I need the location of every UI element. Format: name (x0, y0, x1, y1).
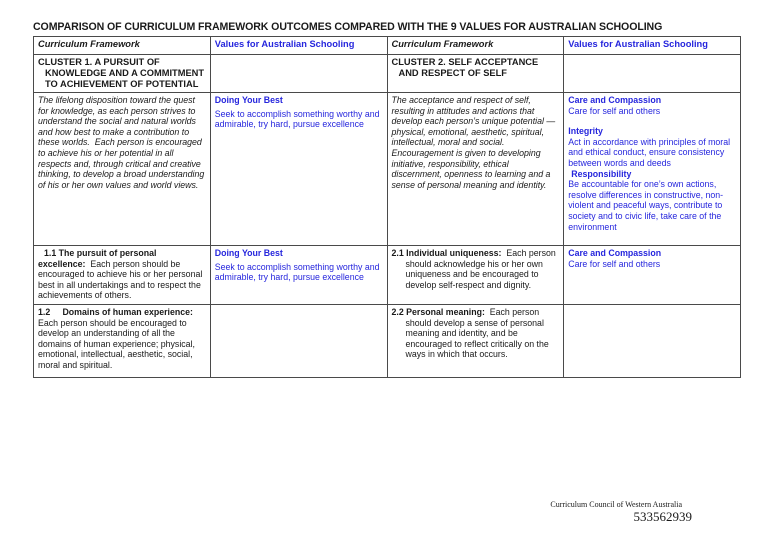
value-name: Doing Your Best (214, 248, 283, 258)
empty-cell (564, 55, 741, 93)
column-header-curriculum-framework-2: Curriculum Framework (391, 39, 494, 49)
header-cell-values-2 (564, 37, 741, 55)
cluster-2-overview-cell (387, 93, 564, 246)
outcome-1-1-lead: 1.1 The pursuit of personal excellence: (38, 248, 159, 269)
column-header-values-2: Values for Australian Schooling (568, 39, 708, 49)
value-block-care-and-compassion (568, 95, 736, 116)
outcome-1-1-values-cell (210, 246, 387, 305)
outcome-1-1-text (38, 248, 206, 301)
cluster-1-values-cell (210, 93, 387, 246)
value-name: Care and Compassion (568, 95, 662, 105)
outcome-2-1-text (392, 248, 560, 290)
header-cell-curriculum-framework-1 (34, 37, 211, 55)
value-block-care-and-compassion (568, 248, 736, 269)
outcome-1-2-lead: 1.2 Domains of human experience: (38, 307, 193, 317)
value-block-integrity (568, 126, 736, 168)
empty-cell (564, 305, 741, 378)
outcome-2-1-values-cell (564, 246, 741, 305)
outcome-1-2-body: Each person should be encouraged to develop an understanding of all the domains of human experience; physical, emotional, intellectual, aesthetic, social, moral and spiritual. (38, 307, 198, 370)
value-description: Seek to accomplish something worthy and admirable, try hard, pursue excellence (214, 261, 382, 283)
footer-organisation: Curriculum Council of Western Australia (550, 500, 682, 509)
cluster-1-overview-cell (34, 93, 211, 246)
value-name: Integrity (568, 126, 603, 137)
value-name: Care and Compassion (568, 248, 662, 258)
value-description: Be accountable for one’s own actions, resolve differences in constructive, non-violent and peaceful ways, contribute to society and to civic life, take care of the environment (568, 179, 725, 232)
table-header-row (34, 37, 741, 55)
header-cell-values-1 (210, 37, 387, 55)
outcome-2-2-lead: 2.2 Personal meaning: (391, 307, 485, 317)
cluster-2-heading: CLUSTER 2. SELF ACCEPTANCE AND RESPECT OF SELF (391, 57, 541, 78)
outcome-1-2-cell (34, 305, 211, 378)
value-name: Doing Your Best (214, 95, 283, 105)
empty-cell (210, 55, 387, 93)
cluster-1-cell (34, 55, 211, 93)
outcome-2-2-body: Each person should develop a sense of personal meaning and identity, and be encouraged to reflect critically on the ways in which that occurs. (405, 307, 552, 360)
cluster-overview-row (34, 93, 741, 246)
empty-cell (210, 305, 387, 378)
outcome-2-1-cell (387, 246, 564, 305)
outcome-2-1-lead: 2.1 Individual uniqueness: (391, 248, 502, 258)
outcome-2-2-text (392, 307, 560, 360)
outcome-row-1 (34, 246, 741, 305)
outcome-1-1-cell (34, 246, 211, 305)
outcome-1-1-body: Each person should be encouraged to achieve his or her personal best in all undertakings and to respect the achievements of others. (38, 258, 205, 301)
column-header-values-1: Values for Australian Schooling (214, 39, 355, 49)
value-description: Seek to accomplish something worthy and admirable, try hard, pursue excellence (214, 108, 382, 130)
cluster-2-cell (387, 55, 564, 93)
value-block-doing-your-best (215, 95, 383, 130)
outcome-2-2-cell (387, 305, 564, 378)
outcome-row-2 (34, 305, 741, 378)
value-description: Care for self and others (568, 105, 661, 116)
footer-document-number: 533562939 (633, 509, 692, 524)
cluster-1-heading: CLUSTER 1. A PURSUIT OF KNOWLEDGE AND A COMMITMENT TO ACHIEVEMENT OF POTENTIAL (38, 57, 207, 89)
cluster-heading-row (34, 55, 741, 93)
value-name: Responsibility (571, 168, 632, 179)
comparison-table (33, 36, 741, 378)
outcome-2-1-body: Each person should acknowledge his or her own uniqueness and be encouraged to develop self-respect and dignity. (405, 248, 559, 290)
cluster-1-overview-text: The lifelong disposition toward the quest for knowledge, as each person strives to understand the social and natural worlds and how best to make a contribution to these worlds. Each person is encouraged to achieve his or her potential in all respects and, through critical and creative thinking, to develop a broad understanding of his or her own values and world views. (38, 95, 207, 190)
document-title: COMPARISON OF CURRICULUM FRAMEWORK OUTCOMES COMPARED WITH THE 9 VALUES FOR AUSTRALIAN SCHOOLING (33, 21, 663, 33)
header-cell-curriculum-framework-2 (387, 37, 564, 55)
column-header-curriculum-framework-1: Curriculum Framework (38, 39, 140, 49)
value-block-responsibility (568, 169, 736, 233)
cluster-2-overview-text: The acceptance and respect of self, resulting in attitudes and actions that develop each person’s unique potential — physical, emotional, aesthetic, spiritual, intellectual, moral and social. Encouragement is given to developing initiative, responsibility, ethical discernment, openness to learning and a sense of personal meaning and identity. (391, 95, 558, 190)
value-description: Care for self and others (568, 258, 661, 269)
value-block-doing-your-best (215, 248, 383, 283)
value-description: Act in accordance with principles of moral and ethical conduct, ensure consistency between words and deeds (568, 136, 733, 168)
cluster-2-values-cell (564, 93, 741, 246)
outcome-1-2-text (38, 307, 206, 371)
document-footer (550, 500, 692, 525)
